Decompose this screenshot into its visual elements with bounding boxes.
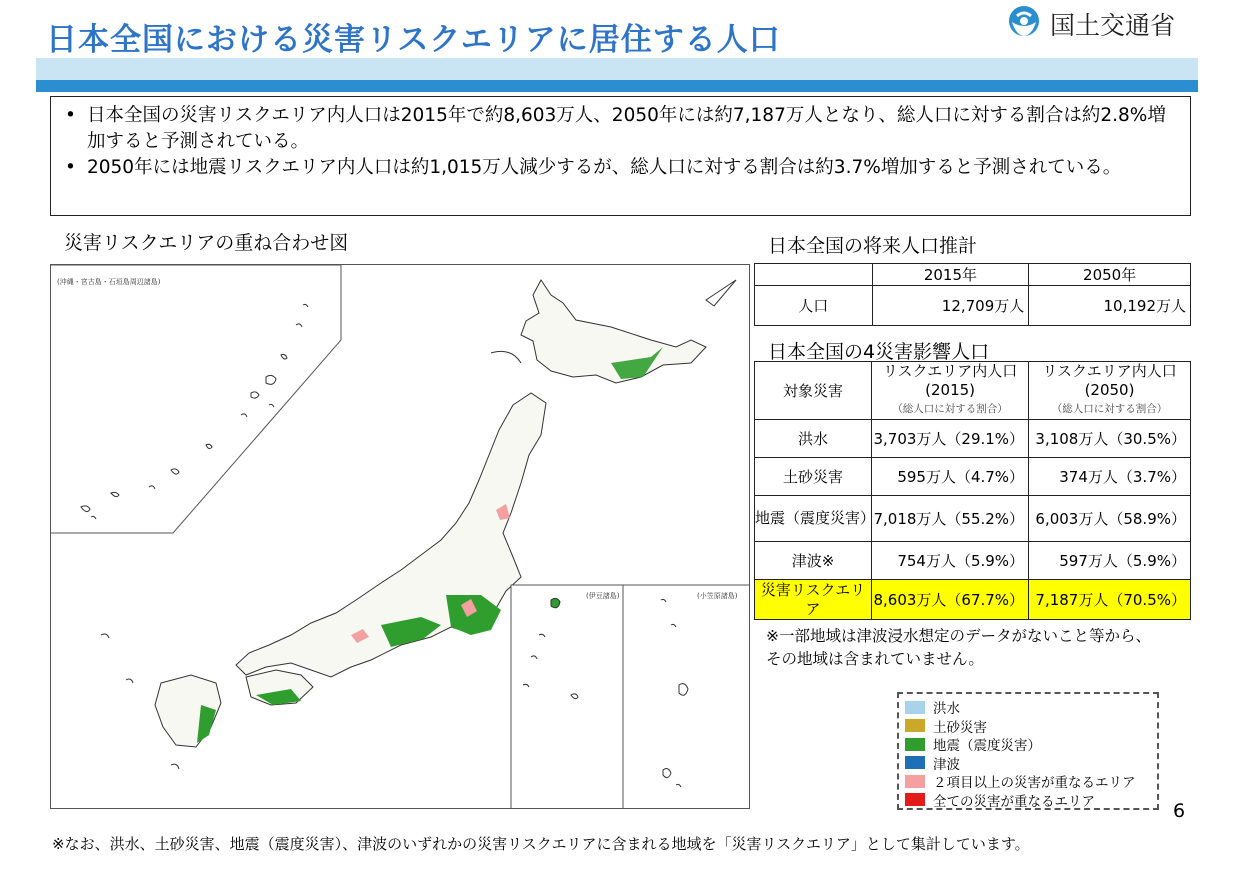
header-band-light bbox=[36, 58, 1198, 80]
page-title: 日本全国における災害リスクエリアに居住する人口 bbox=[46, 22, 781, 58]
legend-label: 津波 bbox=[933, 756, 960, 773]
legend-swatch-overlap bbox=[905, 775, 925, 788]
projection-table bbox=[754, 263, 1191, 326]
izu-inset-label: (伊豆諸島) bbox=[586, 592, 620, 600]
legend-label: 地震（震度災害） bbox=[933, 738, 1041, 755]
disaster-row-label: 地震（震度災害） bbox=[755, 496, 872, 542]
legend-swatch-flood bbox=[905, 701, 925, 714]
projection-row-label: 人口 bbox=[755, 286, 873, 326]
disaster-header-2015 bbox=[872, 362, 1029, 420]
disaster-header-2050-sub: （総人口に対する割合） bbox=[1051, 403, 1168, 415]
legend-label: 土砂災害 bbox=[933, 719, 987, 736]
tsunami-note: ※一部地域は津波浸水想定のデータがないこと等から、その地域は含まれていません。 bbox=[766, 627, 1151, 668]
legend-swatch-landslide bbox=[905, 719, 925, 732]
okinawa-inset-label: (沖縄・宮古島・石垣島周辺諸島) bbox=[57, 278, 161, 286]
okinawa-islands bbox=[81, 304, 308, 519]
bottom-footnote: ※なお、洪水、土砂災害、地震（震度災害）、津波のいずれかの災害リスクエリアに含まれる地域を「災害リスクエリア」として集計しています。 bbox=[52, 835, 1030, 853]
disasters-title: 日本全国の4災害影響人口 bbox=[768, 341, 990, 363]
legend-label: ２項目以上の災害が重なるエリア bbox=[933, 775, 1136, 792]
disaster-value-2015: 754万人（5.9%） bbox=[872, 542, 1029, 580]
legend-item bbox=[905, 698, 1151, 717]
disaster-value-2050: 597万人（5.9%） bbox=[1029, 542, 1191, 580]
hazard-map bbox=[50, 264, 750, 809]
legend-swatch-earthquake bbox=[905, 738, 925, 751]
japan-map-graphic bbox=[51, 265, 750, 809]
header-band-dark bbox=[36, 80, 1198, 92]
projection-header-2050: 2050年 bbox=[1029, 264, 1191, 286]
ministry-name: 国土交通省 bbox=[1050, 11, 1176, 40]
izu-inset-border bbox=[511, 585, 623, 809]
okinawa-inset-border bbox=[51, 265, 341, 533]
summary-bullet: • 2050年には地震リスクエリア内人口は約1,015万人減少するが、総人口に対する割合は約3.7%増加すると予測されている。 bbox=[65, 155, 1170, 181]
legend-label: 洪水 bbox=[933, 701, 960, 718]
legend-swatch-all bbox=[905, 793, 925, 806]
page-number: 6 bbox=[1173, 800, 1186, 822]
ogasawara-inset-label: (小笠原諸島) bbox=[697, 592, 738, 600]
projection-value-2015: 12,709万人 bbox=[872, 286, 1029, 326]
disaster-total-2015: 8,603万人（67.7%） bbox=[872, 580, 1029, 620]
summary-box bbox=[50, 96, 1191, 216]
projection-header-2015: 2015年 bbox=[872, 264, 1029, 286]
projection-title: 日本全国の将来人口推計 bbox=[768, 235, 978, 257]
legend-item bbox=[905, 717, 1151, 736]
disaster-value-2015: 595万人（4.7%） bbox=[872, 458, 1029, 496]
disaster-value-2050: 6,003万人（58.9%） bbox=[1029, 496, 1191, 542]
disaster-header-2015-main: リスクエリア内人口 (2015) bbox=[882, 362, 1018, 399]
mlit-logo-icon bbox=[1004, 2, 1044, 42]
disaster-header-type: 対象災害 bbox=[755, 362, 872, 420]
legend-label: 全ての災害が重なるエリア bbox=[933, 793, 1095, 810]
disaster-value-2015: 7,018万人（55.2%） bbox=[872, 496, 1029, 542]
disaster-row-label: 洪水 bbox=[755, 420, 872, 458]
disaster-row-label: 土砂災害 bbox=[755, 458, 872, 496]
disaster-population-table bbox=[754, 361, 1191, 620]
projection-value-2050: 10,192万人 bbox=[1029, 286, 1191, 326]
disaster-header-2050-main: リスクエリア内人口 (2050) bbox=[1042, 362, 1177, 399]
disaster-value-2050: 374万人（3.7%） bbox=[1029, 458, 1191, 496]
summary-bullet: • 日本全国の災害リスクエリア内人口は2015年で約8,603万人、2050年には約7,187万人となり、総人口に対する割合は約2.8%増加すると予測されている。 bbox=[65, 103, 1170, 155]
disaster-header-2015-sub: （総人口に対する割合） bbox=[892, 403, 1008, 415]
map-title: 災害リスクエリアの重ね合わせ図 bbox=[64, 232, 349, 254]
disaster-header-2050 bbox=[1029, 362, 1191, 420]
legend-item bbox=[905, 791, 1151, 810]
map-legend bbox=[897, 692, 1159, 810]
disaster-row-label: 津波※ bbox=[755, 542, 872, 580]
legend-item bbox=[905, 772, 1151, 791]
disaster-total-2050: 7,187万人（70.5%） bbox=[1029, 580, 1191, 620]
disaster-value-2050: 3,108万人（30.5%） bbox=[1029, 420, 1191, 458]
legend-item bbox=[905, 754, 1151, 773]
disaster-value-2015: 3,703万人（29.1%） bbox=[872, 420, 1029, 458]
projection-header-blank bbox=[755, 264, 873, 286]
legend-swatch-tsunami bbox=[905, 756, 925, 769]
disaster-total-label: 災害リスクエリア bbox=[755, 580, 872, 620]
hokkaido bbox=[521, 280, 706, 383]
ogasawara-inset-border bbox=[623, 585, 750, 809]
legend-item bbox=[905, 735, 1151, 754]
